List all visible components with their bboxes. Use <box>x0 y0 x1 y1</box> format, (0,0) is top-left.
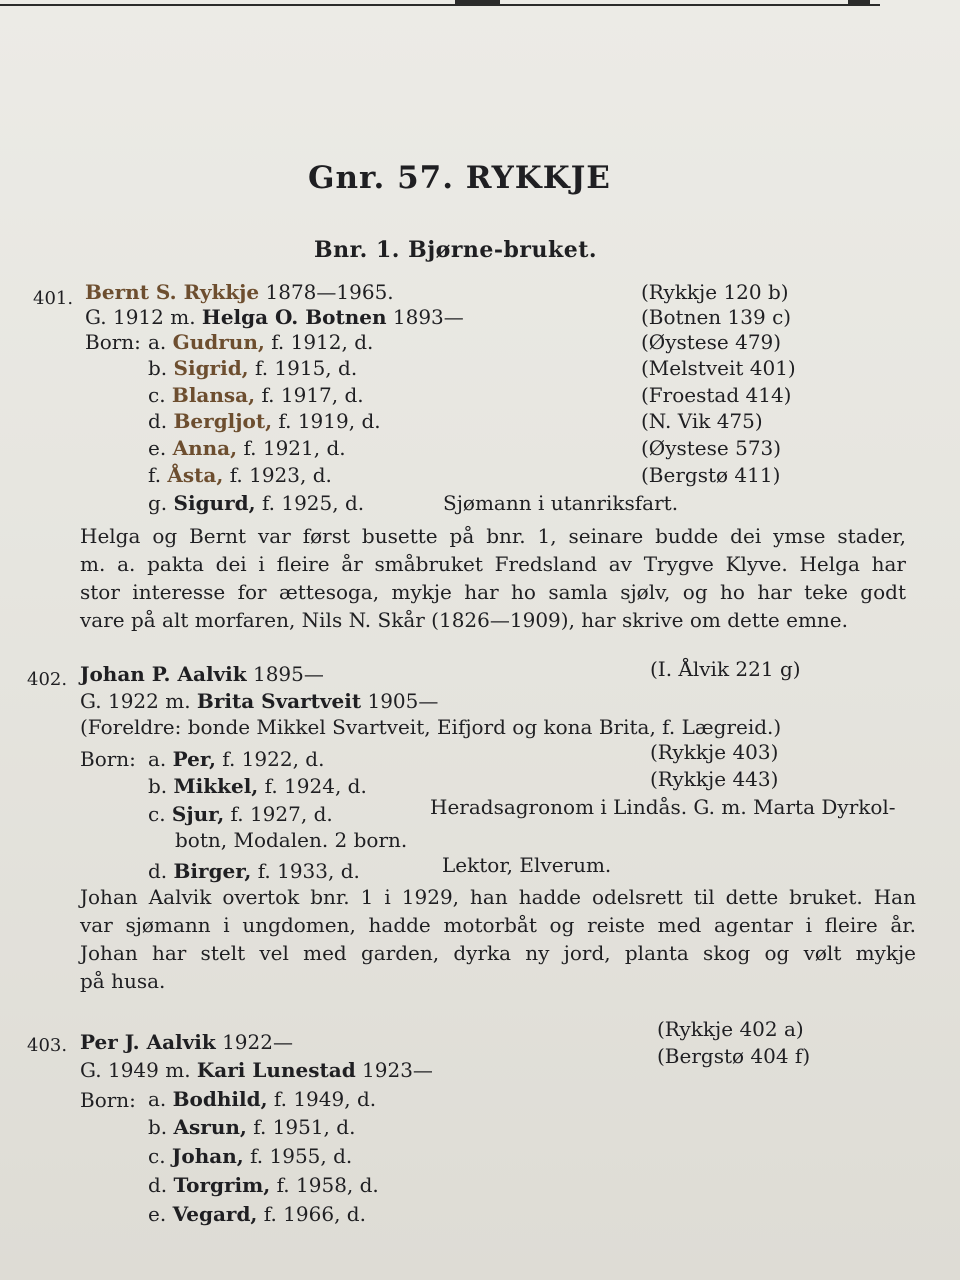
spouse-dates: 1923— <box>362 1058 433 1082</box>
child-row: c. Blansa, f. 1917, d. <box>148 383 364 407</box>
spouse-name: Helga O. Botnen <box>201 305 387 329</box>
child-ref: (Øystese 573) <box>641 436 782 460</box>
head-ref: (Rykkje 120 b) <box>641 280 789 304</box>
child-row: b. Asrun, f. 1951, d. <box>148 1115 356 1139</box>
child-note-continued: botn, Modalen. 2 born. <box>175 828 408 852</box>
child-ref: (Bergstø 411) <box>641 463 781 487</box>
child-ref: (Øystese 479) <box>641 330 782 354</box>
child-ref: (Rykkje 403) <box>650 740 779 764</box>
marriage-prefix: G. 1949 m. <box>80 1058 191 1082</box>
child-row: d. Bergljot, f. 1919, d. <box>148 409 381 433</box>
entry-number: 403. <box>27 1035 68 1056</box>
entry-head <box>80 662 324 686</box>
head-dates: 1878—1965. <box>265 280 394 304</box>
child-note: Heradsagronom i Lindås. G. m. Marta Dyrkol- <box>430 795 896 819</box>
child-row: f. Åsta, f. 1923, d. <box>148 463 332 487</box>
child-ref: (N. Vik 475) <box>641 409 763 433</box>
running-head-mark <box>455 0 500 5</box>
child-note: Sjømann i utanriksfart. <box>443 491 679 515</box>
child-note: Lektor, Elverum. <box>442 853 612 877</box>
head-dates: 1895— <box>252 662 324 686</box>
head-ref: (I. Ålvik 221 g) <box>650 657 801 681</box>
top-rule <box>0 4 880 6</box>
page-number-mark <box>848 0 870 4</box>
spouse-dates: 1893— <box>392 305 464 329</box>
child-row: g. Sigurd, f. 1925, d. <box>148 491 365 515</box>
head-name: Bernt S. Rykkje <box>85 280 260 304</box>
marriage-line <box>80 689 438 713</box>
page-subtitle: Bnr. 1. Bjørne-bruket. <box>314 237 598 263</box>
entry-note: Helga og Bernt var først busette på bnr. 1, seinare budde dei ymse stader, m. a. pakta dei i fleire år småbruket Fredsland av Trygve Klyve. Helga har stor interesse for ættesoga, mykje har ho samla sjølv, og ho har teke godt vare på alt morfaren, Nils N. Skår (1826—1909), har skrive om dette emne. <box>80 524 906 632</box>
child-ref: (Melstveit 401) <box>641 356 796 380</box>
marriage-line <box>85 305 464 329</box>
marriage-line <box>80 1058 433 1082</box>
parents-line: (Foreldre: bonde Mikkel Svartveit, Eifjord og kona Brita, f. Lægreid.) <box>80 715 782 739</box>
spouse-name: Brita Svartveit <box>196 689 362 713</box>
entry-number: 401. <box>33 288 74 309</box>
page-title: Gnr. 57. RYKKJE <box>308 160 611 196</box>
child-ref: (Froestad 414) <box>641 383 792 407</box>
born-label: Born: <box>80 1088 136 1112</box>
spouse-name: Kari Lunestad <box>196 1058 356 1082</box>
child-ref: (Rykkje 443) <box>650 767 779 791</box>
spouse-dates: 1905— <box>367 689 439 713</box>
child-row: d. Birger, f. 1933, d. <box>148 859 360 883</box>
marriage-prefix: G. 1912 m. <box>85 305 196 329</box>
entry-head <box>85 280 394 304</box>
child-row: c. Sjur, f. 1927, d. <box>148 802 333 826</box>
head-name: Johan P. Aalvik <box>80 662 247 686</box>
head-name: Per J. Aalvik <box>80 1030 216 1054</box>
spouse-ref: (Botnen 139 c) <box>641 305 792 329</box>
child-row: d. Torgrim, f. 1958, d. <box>148 1173 379 1197</box>
marriage-prefix: G. 1922 m. <box>80 689 191 713</box>
head-ref: (Rykkje 402 a) <box>657 1017 804 1041</box>
child-row: a. Gudrun, f. 1912, d. <box>148 330 374 354</box>
entry-head <box>80 1030 293 1054</box>
child-row: e. Anna, f. 1921, d. <box>148 436 346 460</box>
born-label: Born: <box>80 747 136 771</box>
child-row: c. Johan, f. 1955, d. <box>148 1144 353 1168</box>
child-row: a. Per, f. 1922, d. <box>148 747 325 771</box>
entry-number: 402. <box>27 669 68 690</box>
child-row: e. Vegard, f. 1966, d. <box>148 1202 366 1226</box>
entry-note: Johan Aalvik overtok bnr. 1 i 1929, han hadde odelsrett til dette bruket. Han var sjømann i ungdomen, hadde motorbåt og reiste med agentar i fleire år. Johan har stelt vel med garden, dyrka ny jord, planta skog og vølt mykje på husa. <box>80 885 916 993</box>
spouse-ref: (Bergstø 404 f) <box>657 1044 811 1068</box>
child-row: b. Sigrid, f. 1915, d. <box>148 356 358 380</box>
head-dates: 1922— <box>222 1030 293 1054</box>
child-row: b. Mikkel, f. 1924, d. <box>148 774 367 798</box>
born-label: Born: <box>85 330 141 354</box>
child-row: a. Bodhild, f. 1949, d. <box>148 1087 377 1111</box>
